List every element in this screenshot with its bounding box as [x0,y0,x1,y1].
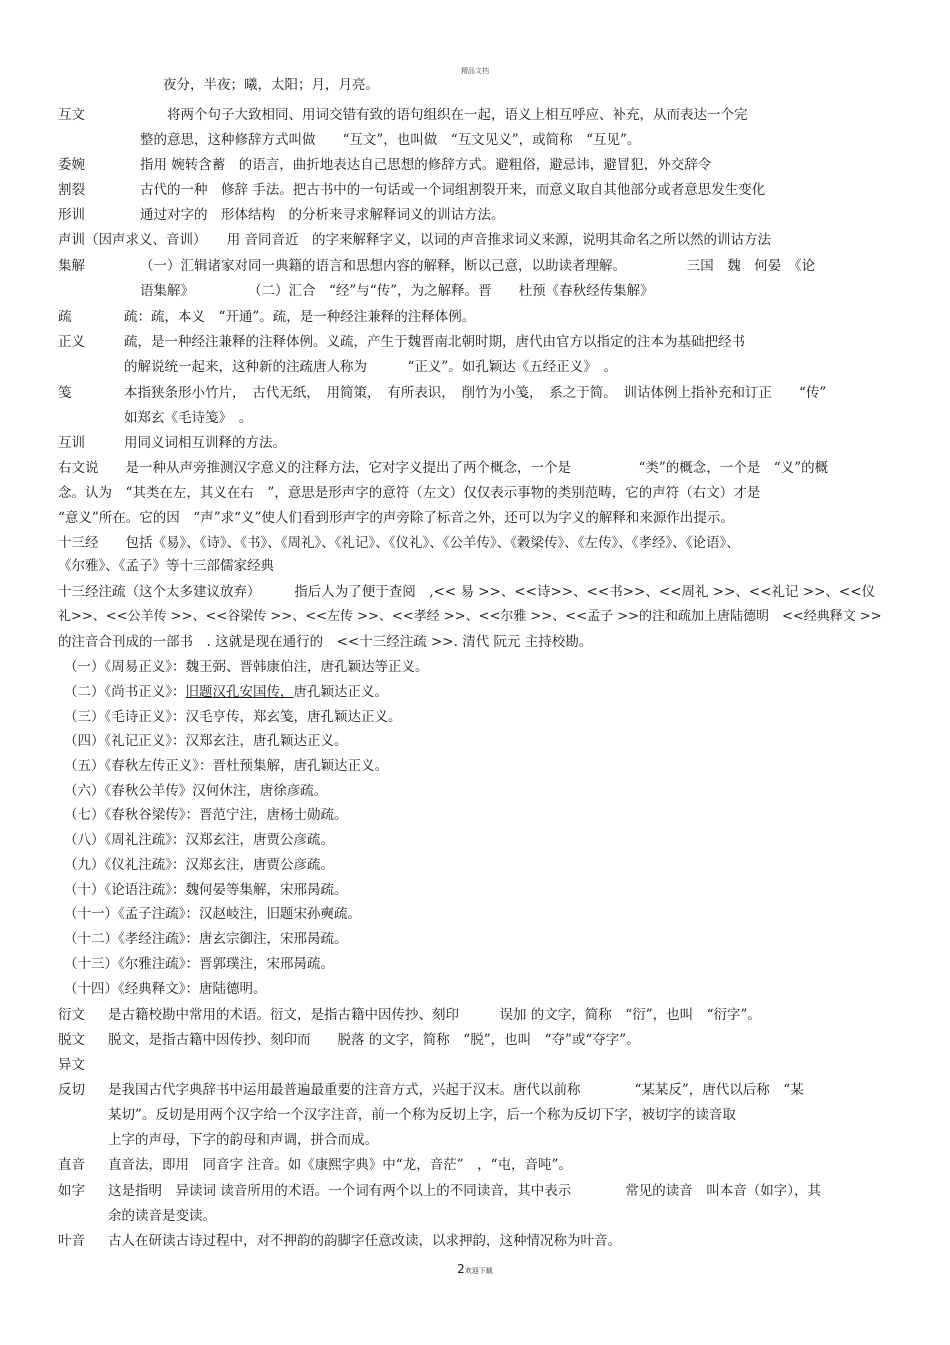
page-footer [0,1261,950,1277]
list-item: （五）《春秋左传正义》：晋杜预集解，唐孔颖达正义。 [64,758,388,774]
text-line: 用同义词相互训释的方法。 [124,435,286,451]
text-line: “意义”所在。它的因 “声”求“义”使人们看到形声字的声旁除了标音之外，还可以为字义的解释和来源作出提示。 [58,510,734,526]
text-line: 古代的一种 修辞 手法。把古书中的一句话或一个词组割裂开来，而意义取自其他部分或者意思发生变化 [140,182,766,198]
text-line: 的注音合刊成的一部书 . 这就是现在通行的 <<十三经注疏 >>. 清代 阮元 主持校勘。 [58,634,593,650]
underlined-text: 旧题汉孔安国传， [185,684,294,700]
text-line: 声训（因声求义、音训） 用 音同音近 的字来解释字义，以词的声音推求词义来源，说明其命名之所以然的训诂方法 [58,232,772,248]
text-line: 疏：疏，本义 “开通”。疏，是一种经注兼释的注释体例。 [124,309,476,325]
text-line: 通过对字的 形体结构 的分析来寻求解释词义的训诂方法。 [140,207,505,223]
list-item-title: （二）《尚书正义》： [64,684,186,700]
list-item: （七）《春秋谷梁传》：晋范宁注，唐杨士勋疏。 [64,807,348,823]
list-item: （三）《毛诗正义》：汉毛亨传，郑玄笺，唐孔颖达正义。 [64,709,402,725]
text-line: 念。认为 “其类在左，其义在右 ”，意思是形声字的意符（左文）仅仅表示事物的类别范畴，它的声符（右文）才是 [58,485,761,501]
text-line: 指用 婉转含蓄 的语言，曲折地表达自己思想的修辞方式。避粗俗，避忌讳，避冒犯，外交辞令 [140,157,712,173]
text-line: 本指狭条形小竹片， 古代无纸， 用简策， 有所表识， 削竹为小笺， 系之于简。 训诂体例上指补充和订正 “传” [124,385,827,401]
list-item: （八）《周礼注疏》：汉郑玄注，唐贾公彦疏。 [64,832,334,848]
term-gelie: 割裂 [58,182,85,198]
term-fanqie: 反切 [58,1082,85,1098]
text-line: 上字的声母，下字的韵母和声调，拼合而成。 [108,1132,378,1148]
term-shu: 疏 [58,309,72,325]
list-item: （十四）《经典释文》：唐陆德明。 [64,981,267,997]
text-line: 余的读音是变读。 [108,1208,216,1224]
term-jian: 笺 [58,385,72,401]
text-line: 《尔雅》、《孟子》等十三部儒家经典 [58,558,274,574]
list-item: （四）《礼记正义》：汉郑玄注，唐孔颖达正义。 [64,733,348,749]
text-line: 整的意思，这种修辞方式叫做 “互文”，也叫做 “互文见义”，或简称 “互见”。 [140,132,641,148]
text-line: 十三经注疏（这个太多建议放弃） 指后人为了便于查阅 ,<< 易 >>、<<诗>>、<<书>>、<<周礼 >>、<<礼记 >>、<<仪 [58,584,876,600]
text-line: 的解说统一起来，这种新的注疏唐人称为 “正义”。如孔颖达《五经正义》 。 [124,359,618,375]
term-weiwan: 委婉 [58,157,85,173]
term-xieyin: 叶音 [58,1233,85,1249]
term-tuowen: 脱文 [58,1032,85,1048]
text-line: 脱文，是指古籍中因传抄、刻印而 脱落 的文字，简称 “脱”，也叫 “夺”或“夺字”。 [108,1032,640,1048]
term-ruzi: 如字 [58,1183,85,1199]
list-item: （十一）《孟子注疏》：汉赵岐注，旧题宋孙奭疏。 [64,906,361,922]
term-jijie: 集解 [58,258,85,274]
text-line: 是我国古代字典辞书中运用最普遍最重要的注音方式，兴起于汉末。唐代以前称 “某某反”，唐代以后称 “某 [108,1082,804,1098]
term-zhiyin: 直音 [58,1157,85,1173]
term-yanwen: 衍文 [58,1007,85,1023]
text-line: 礼>>、<<公羊传 >>、<<谷梁传 >>、<<左传 >>、<<孝经 >>、<<尔雅 >>、<<孟子 >>的注和疏加上唐陆德明 <<经典释文 >> [58,609,882,624]
text-line: 如郑玄《毛诗笺》 。 [124,410,253,426]
text-line: （一）汇辑诸家对同一典籍的语言和思想内容的解释，断以己意，以助读者理解。 三国 魏 何晏 《论 [140,258,815,274]
text-line: 右文说 是一种从声旁推测汉字意义的注释方法，它对字义提出了两个概念，一个是 “类”的概念，一个是 “义”的概 [58,460,829,476]
text-line: 十三经 包括《易》、《诗》、《书》、《周礼》、《礼记》、《仪礼》、《公羊传》、《穀梁传》、《左传》、《孝经》、《论语》、 [58,535,740,551]
list-item: （九）《仪礼注疏》：汉郑玄注，唐贾公彦疏。 [64,857,334,873]
list-item: （一）《周易正义》：魏王弼、晋韩康伯注，唐孔颖达等正义。 [64,659,429,675]
list-item: （十三）《尔雅注疏》：晋郭璞注，宋邢昺疏。 [64,956,334,972]
list-item: （六）《春秋公羊传》汉何休注，唐徐彦疏。 [64,783,328,799]
term-zhengyi: 正义 [58,334,85,350]
text-line: 古人在研读古诗过程中，对不押韵的韵脚字任意改读，以求押韵，这种情况称为叶音。 [108,1233,621,1249]
footer-label: 欢迎下载 [464,1267,493,1275]
text-line: 语集解》 （二）汇合 “经”与“传”，为之解释。晋 杜预《春秋经传集解》 [140,283,654,299]
text-line: 某切”。反切是用两个汉字给一个汉字注音，前一个称为反切上字，后一个称为反切下字，被切字的读音取 [108,1107,736,1123]
list-item: （十二）《孝经注疏》：唐玄宗御注，宋邢昺疏。 [64,931,348,947]
term-huwen: 互文 [58,107,85,123]
text-line: 这是指明 异读词 读音所用的术语。一个词有两个以上的不同读音，其中表示 常见的读音 叫本音（如字），其 [108,1183,822,1199]
page-number: 2 [457,1262,465,1276]
text-line: 是古籍校勘中常用的术语。衍文，是指古籍中因传抄、刻印 误加 的文字，简称 “衍”，也叫 “衍字”。 [108,1007,761,1023]
page-header: 精品文档 [461,67,489,75]
term-xingxun: 形训 [58,207,85,223]
term-yiwen: 异文 [58,1057,85,1073]
list-item [64,683,388,701]
term-huxun: 互训 [58,435,85,451]
list-item-rest: 唐孔颖达正义。 [293,684,388,700]
text-line: 直音法，即用 同音字 注音。如《康熙字典》中“龙，音茫” ，“屯，音吨”。 [108,1157,572,1173]
text-line: 将两个句子大致相同、用词交错有致的语句组织在一起，语义上相互呼应、补充，从而表达一个完 [167,107,748,123]
list-item: （十）《论语注疏》：魏何晏等集解，宋邢昺疏。 [64,882,348,898]
text-line: 疏，是一种经注兼释的注释体例。义疏，产生于魏晋南北朝时期，唐代由官方以指定的注本为基础把经书 [124,334,745,350]
text-line: 夜分，半夜；曦，太阳；月，月亮。 [163,77,379,93]
